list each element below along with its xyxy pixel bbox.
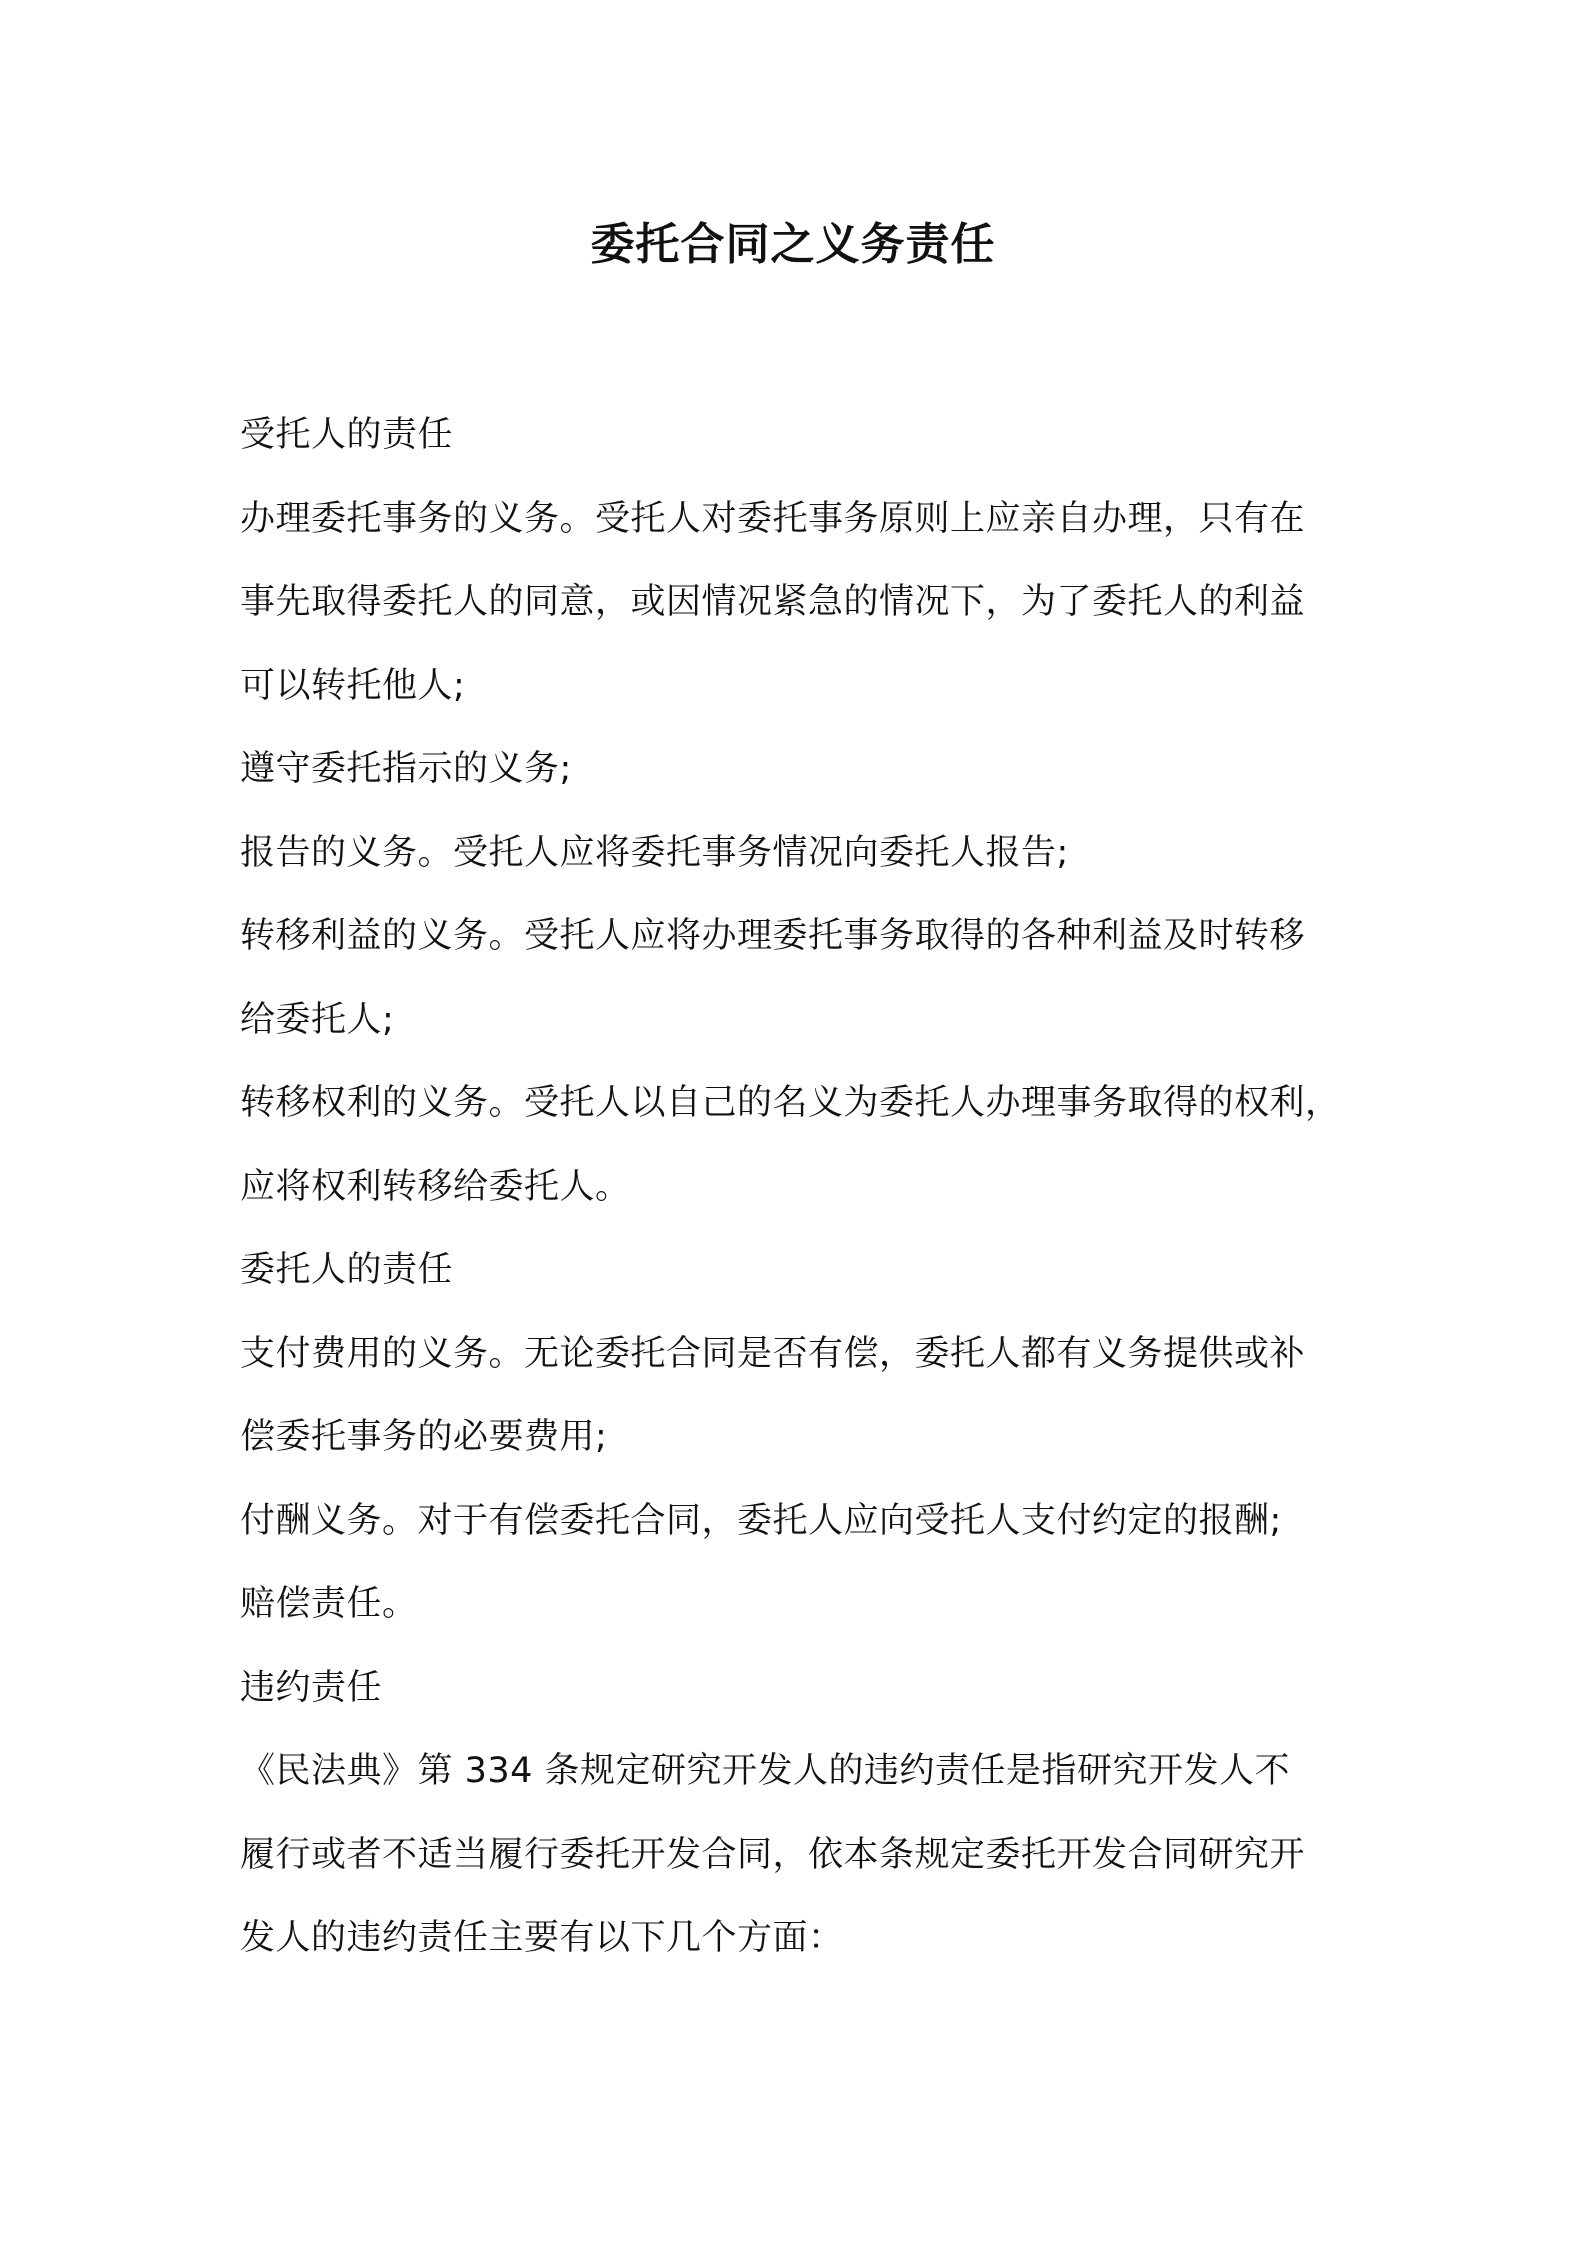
paragraph-line: 办理委托事务的义务。受托人对委托事务原则上应亲自办理，只有在 (240, 498, 1306, 539)
paragraph-line: 应将权利转移给委托人。 (240, 1166, 631, 1207)
paragraph-line: 可以转托他人; (240, 665, 466, 706)
section-heading-breach: 违约责任 (240, 1667, 383, 1708)
paragraph-line: 报告的义务。受托人应将委托事务情况向委托人报告; (240, 832, 1069, 873)
section-heading-principal: 委托人的责任 (240, 1250, 454, 1290)
paragraph-line: 转移权利的义务。受托人以自己的名义为委托人办理事务取得的权利， (240, 1083, 1341, 1123)
section-heading-trustee: 受托人的责任 (240, 415, 454, 455)
paragraph-line: 遵守委托指示的义务; (240, 749, 572, 789)
paragraph-line: 转移利益的义务。受托人应将办理委托事务取得的各种利益及时转移 (240, 916, 1306, 956)
paragraph-line: 履行或者不适当履行委托开发合同，依本条规定委托开发合同研究开 (240, 1834, 1306, 1875)
document-body (240, 394, 1370, 1981)
paragraph-line: 《民法典》第 334 条规定研究开发人的违约责任是指研究开发人不 (240, 1751, 1291, 1791)
paragraph-line: 偿委托事务的必要费用; (240, 1417, 608, 1457)
paragraph-line: 给委托人; (240, 999, 395, 1040)
paragraph-line: 付酬义务。对于有偿委托合同，委托人应向受托人支付约定的报酬; (240, 1500, 1282, 1541)
paragraph-line: 事先取得委托人的同意，或因情况紧急的情况下，为了委托人的利益 (240, 582, 1306, 622)
paragraph-line: 赔偿责任。 (240, 1584, 418, 1624)
paragraph-line: 发人的违约责任主要有以下几个方面： (240, 1918, 844, 1958)
document-title: 委托合同之义务责任 (590, 219, 996, 270)
paragraph-line: 支付费用的义务。无论委托合同是否有偿，委托人都有义务提供或补 (240, 1333, 1306, 1374)
